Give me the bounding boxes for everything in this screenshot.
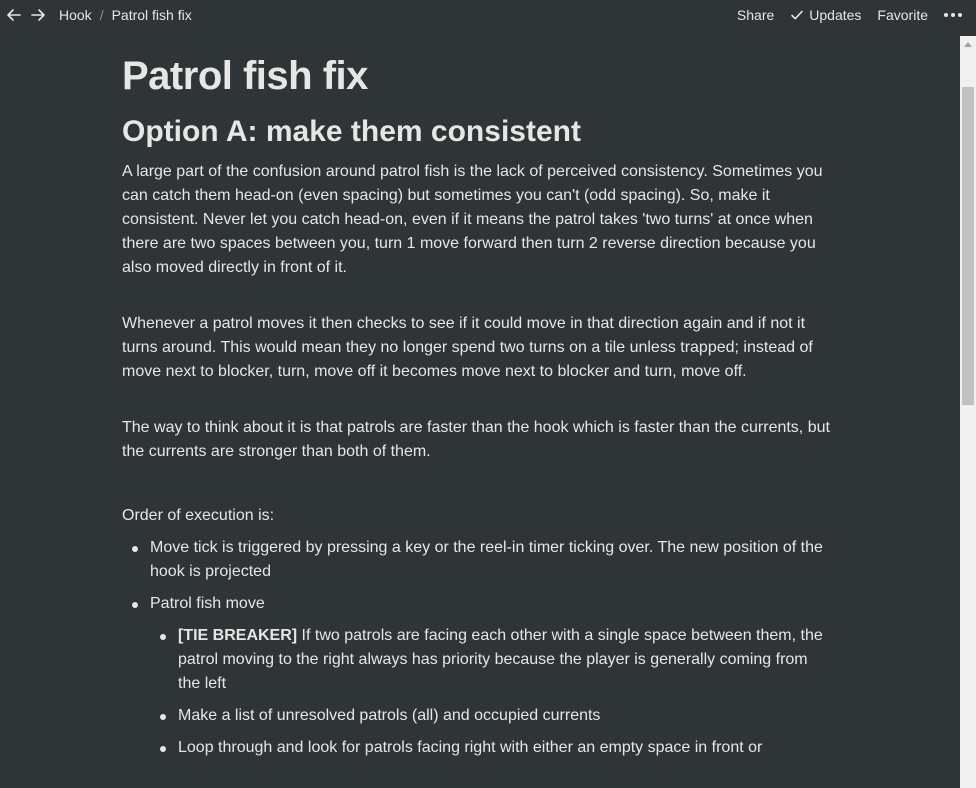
arrow-right-icon	[30, 7, 46, 23]
updates-button[interactable]	[790, 7, 861, 23]
share-button[interactable]: Share	[736, 7, 775, 23]
paragraph-patrol-moves[interactable]: Whenever a patrol moves it then checks to see if it could move in that direction again and if not it turns around. This would mean they no longer spend two turns on a tile unless trapped; instead of move next to blocker, turn, move off it becomes move next to blocker and turn, move off.	[122, 315, 813, 380]
forward-button[interactable]	[28, 5, 48, 25]
more-horizontal-icon	[944, 13, 948, 17]
page-title[interactable]: Patrol fish fix	[122, 54, 368, 98]
more-options-button[interactable]	[944, 13, 962, 17]
paragraph-speed[interactable]: The way to think about it is that patrols are faster than the hook which is faster than the currents, but the currents are stronger than both of them.	[122, 419, 830, 460]
chevron-up-icon	[964, 42, 972, 47]
breadcrumb-separator: /	[99, 7, 104, 23]
updates-label: Updates	[809, 7, 862, 23]
sublist-item-tie-breaker[interactable]	[150, 624, 832, 696]
paragraph-consistency[interactable]: A large part of the confusion around patrol fish is the lack of perceived consistency. Sometimes you can catch them head-on (even spacing) but sometimes you can't (odd spacing). So, make it consistent. Never let you catch head-on, even if it means the patrol takes 'two turns' at once when there are two spaces between you, turn 1 move forward then turn 2 reverse direction because you also moved directly in front of it.	[122, 163, 823, 276]
back-button[interactable]	[4, 5, 24, 25]
top-bar	[0, 0, 976, 30]
paragraph-order[interactable]: Order of execution is:	[122, 507, 275, 524]
scroll-up-button[interactable]	[960, 36, 976, 53]
vertical-scrollbar[interactable]	[960, 36, 976, 788]
tie-breaker-label: [TIE BREAKER]	[178, 627, 298, 644]
execution-list	[122, 536, 832, 760]
page-content	[122, 52, 832, 768]
tie-breaker-text: If two patrols are facing each other with a single space between them, the patrol moving to the right always has priority because the player is generally coming from the left	[178, 627, 823, 692]
list-item[interactable]	[122, 592, 832, 760]
patrol-sublist	[150, 624, 832, 760]
favorite-button[interactable]: Favorite	[877, 7, 928, 23]
arrow-left-icon	[6, 7, 22, 23]
breadcrumb-current-page[interactable]: Patrol fish fix	[111, 7, 192, 23]
checkmark-icon	[790, 8, 804, 22]
breadcrumb	[59, 7, 192, 23]
page-actions	[721, 0, 962, 30]
breadcrumb-hook[interactable]: Hook	[59, 7, 92, 23]
list-item[interactable]: Move tick is triggered by pressing a key or the reel-in timer ticking over. The new position of the hook is projected	[122, 536, 832, 584]
list-item-text: Patrol fish move	[150, 595, 265, 612]
sublist-item[interactable]: Make a list of unresolved patrols (all) and occupied currents	[150, 704, 832, 728]
sublist-item[interactable]: Loop through and look for patrols facing right with either an empty space in front or	[150, 736, 832, 760]
section-heading[interactable]: Option A: make them consistent	[122, 115, 581, 148]
scroll-thumb[interactable]	[962, 87, 974, 405]
